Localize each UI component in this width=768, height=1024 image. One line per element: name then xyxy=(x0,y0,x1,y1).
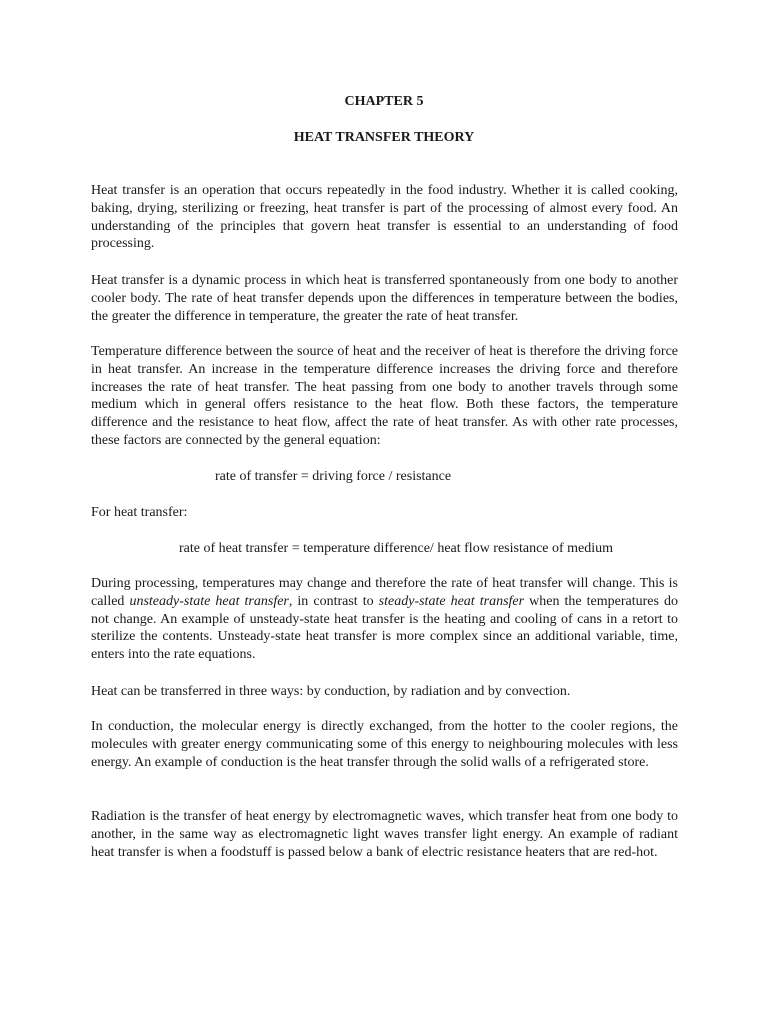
steady-state-term: steady-state heat transfer xyxy=(378,593,525,609)
chapter-title: HEAT TRANSFER THEORY xyxy=(293,130,475,145)
paragraph-dynamic-process: Heat transfer is a dynamic process in which heat is transferred spontaneously from one body to another cooler body. The rate of heat transfer depends upon the differences in temperature between the bodies, the greater the difference in temperature, the greater the rate of heat transfer. xyxy=(91,273,678,324)
unsteady-text-2: , in contrast to xyxy=(288,593,379,609)
for-heat-transfer-label: For heat transfer: xyxy=(91,505,188,520)
paragraph-unsteady-state xyxy=(91,575,678,664)
unsteady-state-term: unsteady-state heat transfer xyxy=(129,593,289,609)
paragraph-intro: Heat transfer is an operation that occurs repeatedly in the food industry. Whether it is called cooking, baking, drying, sterilizing or freezing, heat transfer is part of the processing of almost every food. An understanding of the principles that govern heat transfer is essential to an understanding of food processing. xyxy=(91,183,678,252)
chapter-number: CHAPTER 5 xyxy=(344,94,424,109)
heat-transfer-rate-equation: rate of heat transfer = temperature difference/ heat flow resistance of medium xyxy=(179,541,614,556)
paragraph-radiation: Radiation is the transfer of heat energy by electromagnetic waves, which transfer heat from one body to another, in the same way as electromagnetic light waves transfer light energy. An example of radiant heat transfer is when a foodstuff is passed below a bank of electric resistance heaters that are red-hot. xyxy=(91,809,678,860)
paragraph-temperature-difference: Temperature difference between the source of heat and the receiver of heat is therefore the driving force in heat transfer. An increase in the temperature difference increases the driving force and therefore increases the rate of heat transfer. The heat passing from one body to another travels through some medium which in general offers resistance to the heat flow. Both these factors, the temperature difference and the resistance to heat flow, affect the rate of heat transfer. As with other rate processes, these factors are connected by the general equation: xyxy=(91,344,678,448)
paragraph-conduction: In conduction, the molecular energy is directly exchanged, from the hotter to the cooler regions, the molecules with greater energy communicating some of this energy to neighbouring molecules with less energy. An example of conduction is the heat transfer through the solid walls of a refrigerated store. xyxy=(91,719,678,770)
unsteady-text-3: when the temperatures do not change. An example of unsteady-state heat transfer is the heating and cooling of cans in a retort to sterilize the contents. Unsteady-state heat transfer is more complex since an additional variable, time, enters into the rate equations. xyxy=(91,593,678,663)
unsteady-text-1: During processing, temperatures may change and therefore the rate of heat transfer will change. This is called xyxy=(91,576,678,609)
general-rate-equation: rate of transfer = driving force / resistance xyxy=(215,469,452,484)
paragraph-three-ways: Heat can be transferred in three ways: by conduction, by radiation and by convection. xyxy=(91,684,571,699)
